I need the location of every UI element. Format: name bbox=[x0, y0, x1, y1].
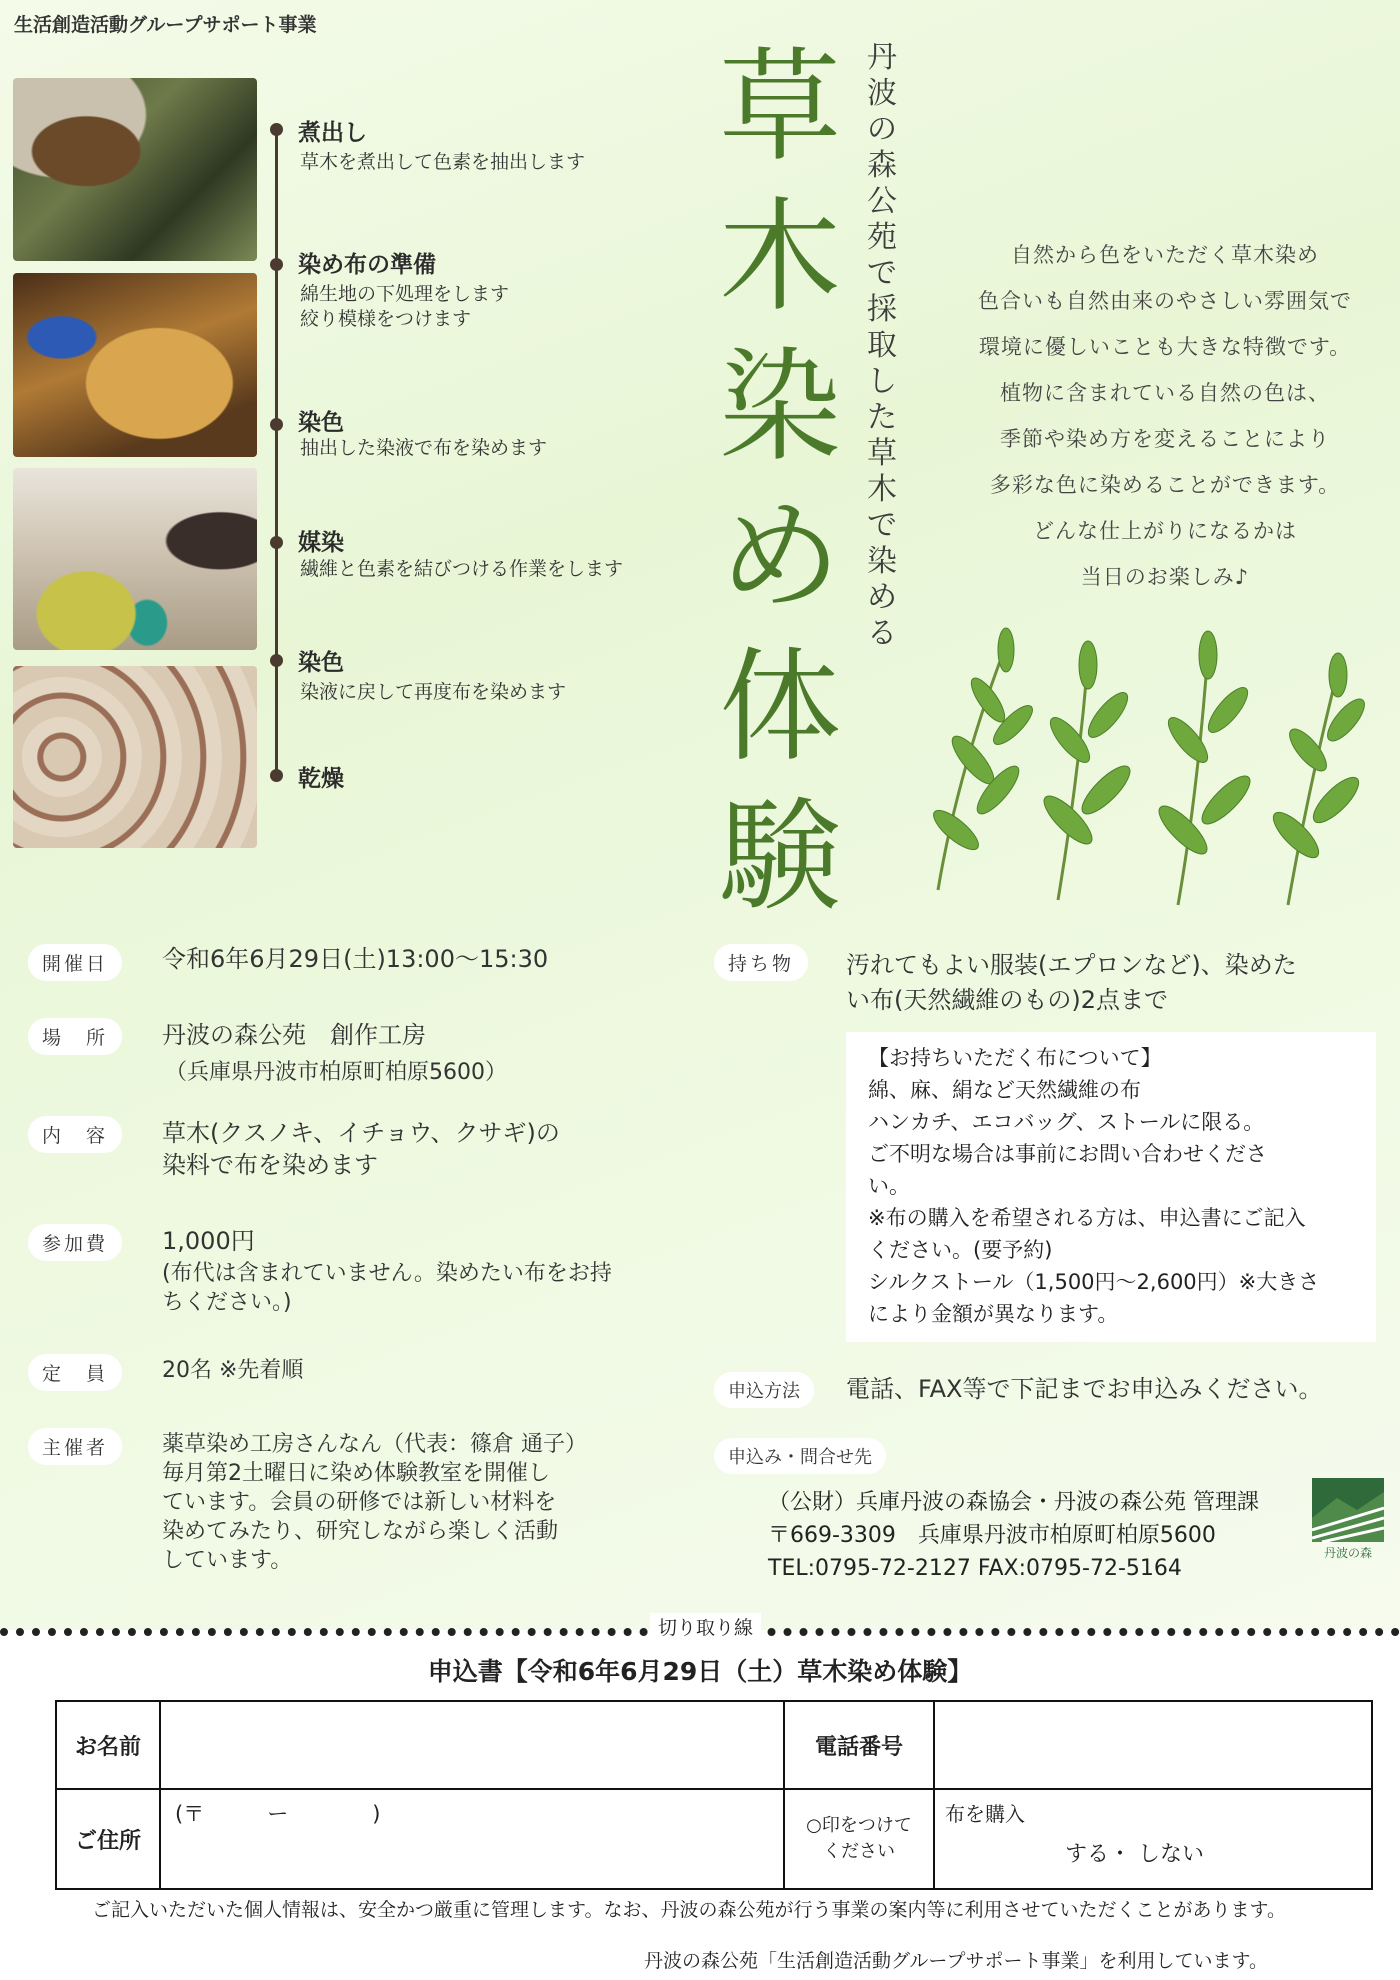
poem-line: 自然から色をいただく草木染め bbox=[1011, 243, 1319, 267]
subtitle-char: る bbox=[867, 616, 897, 651]
name-label: お名前 bbox=[56, 1701, 160, 1789]
title-char: 染 bbox=[719, 336, 841, 478]
contact-info bbox=[768, 1486, 1259, 1585]
poem-line: 環境に優しいことも大きな特徴です。 bbox=[978, 335, 1352, 359]
step-title: 染め布の準備 bbox=[298, 252, 436, 278]
place-label: 場 所 bbox=[28, 1018, 122, 1055]
title-char: め bbox=[719, 486, 841, 628]
step-title: 染色 bbox=[298, 410, 344, 436]
host-line: 薬草染め工房さんなん（代表：篠倉 通子） bbox=[162, 1432, 587, 1457]
subtitle-char: で bbox=[867, 256, 897, 291]
subtitle-char: の bbox=[867, 112, 897, 147]
subtitle-char: め bbox=[867, 580, 897, 615]
step-description: 絞り模様をつけます bbox=[300, 308, 472, 330]
subtitle-char: 森 bbox=[867, 148, 897, 183]
purchase-options[interactable]: する・ しない bbox=[1065, 1842, 1204, 1867]
subtitle-char: 木 bbox=[867, 472, 897, 507]
circle-instruction bbox=[784, 1789, 934, 1889]
date-value: 令和6年6月29日(土)13:00〜15:30 bbox=[162, 945, 549, 973]
note-line: 綿、麻、絹など天然繊維の布 bbox=[868, 1078, 1141, 1102]
fee-note: ちください。) bbox=[162, 1290, 292, 1315]
date-label: 開催日 bbox=[28, 944, 122, 981]
subtitle-char: 波 bbox=[867, 76, 897, 111]
content-line: 染料で布を染めます bbox=[162, 1151, 378, 1179]
timeline-dot bbox=[270, 418, 283, 431]
note-line: ご不明な場合は事前にお問い合わせくださ bbox=[868, 1142, 1267, 1166]
poem-line: 季節や染め方を変えることにより bbox=[1000, 427, 1330, 451]
program-note: 丹波の森公苑「生活創造活動グループサポート事業」を利用しています。 bbox=[644, 1950, 1268, 1972]
postal-code-template: (〒 ー ) bbox=[175, 1802, 381, 1826]
fabric-note-box bbox=[846, 1032, 1376, 1342]
fee-value: 1,000円 bbox=[162, 1227, 255, 1255]
belongings-line: 汚れてもよい服装(エプロンなど)、染めた bbox=[846, 951, 1297, 979]
purchase-cell bbox=[934, 1789, 1372, 1889]
apply-method-value: 電話、FAX等で下記までお申込みください。 bbox=[846, 1375, 1323, 1403]
apply-method-label: 申込方法 bbox=[714, 1372, 814, 1408]
host-line: ています。会員の研修では新しい材料を bbox=[162, 1490, 557, 1515]
subtitle-char: で bbox=[867, 508, 897, 543]
step-description: 草木を煮出して色素を抽出します bbox=[300, 151, 586, 173]
address-field[interactable] bbox=[160, 1789, 784, 1889]
host-label: 主催者 bbox=[28, 1428, 122, 1465]
poem-line: 植物に含まれている自然の色は、 bbox=[1000, 381, 1330, 405]
logo-text: 丹波の森 bbox=[1323, 1546, 1373, 1560]
subtitle-char: 染 bbox=[867, 544, 897, 579]
step-description: 綿生地の下処理をします bbox=[300, 283, 510, 305]
phone-field[interactable] bbox=[934, 1701, 1372, 1789]
title-char: 体 bbox=[719, 636, 841, 778]
note-line: ください。(要予約) bbox=[868, 1238, 1053, 1262]
title-char: 木 bbox=[719, 186, 841, 328]
program-header: 生活創造活動グループサポート事業 bbox=[14, 14, 317, 36]
timeline-dot bbox=[270, 536, 283, 549]
content-label: 内 容 bbox=[28, 1116, 122, 1153]
note-line: により金額が異なります。 bbox=[868, 1302, 1119, 1326]
step-title: 乾燥 bbox=[298, 766, 344, 792]
poem-line: どんな仕上がりになるかは bbox=[1033, 519, 1297, 543]
subtitle-char: し bbox=[867, 364, 897, 399]
place-value: 丹波の森公苑 創作工房 bbox=[162, 1021, 426, 1049]
step-title: 煮出し bbox=[298, 120, 367, 146]
circle-instruction-line: ○印をつけて bbox=[806, 1815, 912, 1836]
contact-org: （公財）兵庫丹波の森協会・丹波の森公苑 管理課 bbox=[768, 1490, 1259, 1515]
photo-dyed-fabric bbox=[13, 666, 257, 848]
belongings-label: 持ち物 bbox=[714, 944, 808, 981]
privacy-notice: ご記入いただいた個人情報は、安全かつ厳重に管理します。なお、丹波の森公苑が行う事業の案内等に利用させていただくことがあります。 bbox=[92, 1899, 1286, 1921]
photo-boiling-plants bbox=[13, 78, 257, 261]
step-description: 染液に戻して再度布を染めます bbox=[300, 681, 567, 703]
subtitle-char: 丹 bbox=[867, 40, 897, 75]
subtitle-char: 公 bbox=[867, 184, 897, 219]
subtitle-char: た bbox=[867, 400, 897, 435]
host-line: 毎月第2土曜日に染め体験教室を開催し bbox=[162, 1461, 550, 1486]
title-char: 草 bbox=[719, 36, 841, 178]
timeline-dot bbox=[270, 769, 283, 782]
photo-workshop-participants bbox=[13, 468, 257, 650]
contact-address: 〒669-3309 兵庫県丹波市柏原町柏原5600 bbox=[768, 1523, 1216, 1548]
subtitle-char: 草 bbox=[867, 436, 897, 471]
belongings-line: い布(天然繊維のもの)2点まで bbox=[846, 986, 1168, 1014]
vertical-subtitle bbox=[862, 40, 902, 652]
subtitle-char: 取 bbox=[867, 328, 897, 363]
host-line: 染めてみたり、研究しながら楽しく活動 bbox=[162, 1519, 559, 1544]
leaves-illustration bbox=[878, 620, 1378, 910]
process-timeline bbox=[275, 128, 278, 776]
poem-line: 当日のお楽しみ♪ bbox=[1080, 565, 1250, 589]
note-line: ※布の購入を希望される方は、申込書にご記入 bbox=[868, 1206, 1306, 1230]
poem-line: 多彩な色に染めることができます。 bbox=[989, 473, 1341, 497]
fee-label: 参加費 bbox=[28, 1224, 122, 1261]
step-description: 抽出した染液で布を染めます bbox=[300, 437, 548, 459]
capacity-label: 定 員 bbox=[28, 1354, 122, 1391]
timeline-dot bbox=[270, 123, 283, 136]
circle-instruction-line: ください bbox=[823, 1841, 895, 1862]
timeline-dot bbox=[270, 654, 283, 667]
host-line: しています。 bbox=[162, 1548, 293, 1573]
application-form bbox=[55, 1700, 1373, 1890]
cut-line-label: 切り取り線 bbox=[650, 1613, 761, 1640]
step-title: 染色 bbox=[298, 650, 344, 676]
step-description: 繊維と色素を結びつける作業をします bbox=[300, 558, 624, 580]
timeline-dot bbox=[270, 258, 283, 271]
tanba-forest-logo bbox=[1312, 1478, 1384, 1560]
note-line: シルクストール（1,500円〜2,600円）※大きさ bbox=[868, 1270, 1320, 1294]
capacity-value: 20名 ※先着順 bbox=[162, 1358, 304, 1383]
purchase-label: 布を購入 bbox=[945, 1802, 1025, 1826]
name-field[interactable] bbox=[160, 1701, 784, 1789]
note-line: い。 bbox=[868, 1174, 910, 1198]
phone-label: 電話番号 bbox=[784, 1701, 934, 1789]
subtitle-char: 苑 bbox=[867, 220, 897, 255]
poem-line: 色合いも自然由来のやさしい雰囲気で bbox=[978, 289, 1352, 313]
step-title: 媒染 bbox=[298, 530, 344, 556]
main-title bbox=[690, 32, 870, 932]
photo-fabric-preparation bbox=[13, 273, 257, 457]
subtitle-char: 採 bbox=[867, 292, 897, 327]
content-line: 草木(クスノキ、イチョウ、クサギ)の bbox=[162, 1119, 560, 1147]
note-line: ハンカチ、エコバッグ、ストールに限る。 bbox=[868, 1110, 1265, 1134]
contact-label: 申込み・問合せ先 bbox=[714, 1438, 886, 1474]
title-char: 験 bbox=[719, 786, 841, 928]
description-poem bbox=[940, 232, 1390, 600]
note-line: 【お持ちいただく布について】 bbox=[868, 1046, 1162, 1070]
address-label: ご住所 bbox=[56, 1789, 160, 1889]
form-title: 申込書【令和6年6月29日（土）草木染め体験】 bbox=[427, 1657, 973, 1686]
fee-note: (布代は含まれていません。染めたい布をお持 bbox=[162, 1261, 612, 1286]
contact-tel-fax: TEL:0795-72-2127 FAX:0795-72-5164 bbox=[768, 1556, 1182, 1581]
place-address: （兵庫県丹波市柏原町柏原5600） bbox=[165, 1060, 507, 1085]
